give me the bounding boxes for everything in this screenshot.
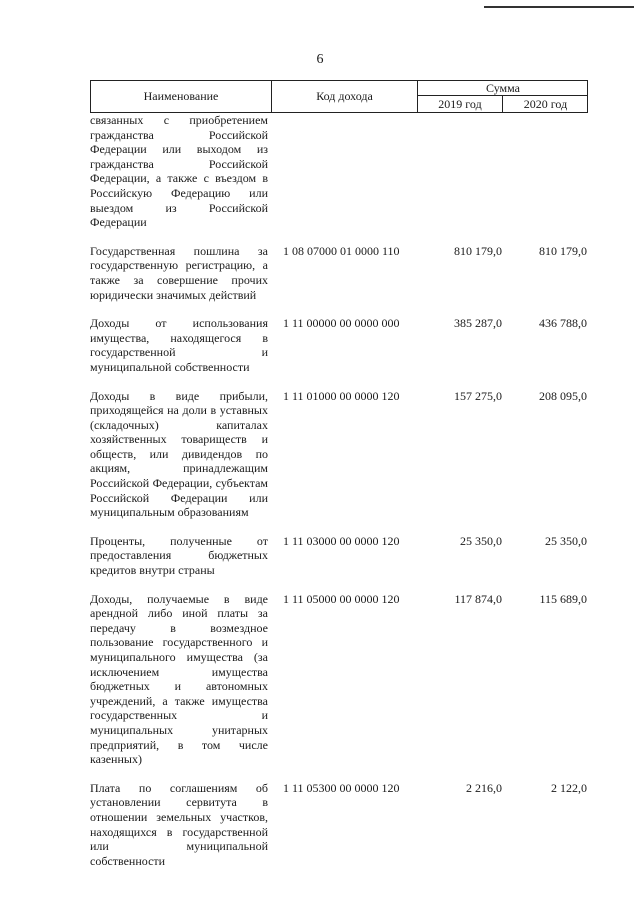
header-name: Наименование [91, 81, 272, 112]
table-row [90, 592, 588, 767]
row-value-2019: 2 216,0 [466, 780, 502, 795]
row-code: 1 11 05000 00 0000 120 [283, 591, 400, 606]
header-sum: Сумма [418, 81, 588, 96]
row-value-2020: 208 095,0 [539, 388, 587, 403]
top-rule [484, 6, 634, 8]
row-value-2019: 25 350,0 [460, 533, 502, 548]
row-code: 1 11 05300 00 0000 120 [283, 780, 400, 795]
row-code: 1 11 01000 00 0000 120 [283, 388, 400, 403]
header-year-2020: 2020 год [523, 97, 568, 111]
row-value-2019: 385 287,0 [454, 316, 502, 331]
row-value-2020: 2 122,0 [551, 780, 587, 795]
row-name: связанных с приобретением гражданства Российской Федерации или выходом из гражданства Российской Федерации, а также с въездом в Российскую Федерацию или выездом из Российской Федерации [90, 113, 268, 230]
row-code: 1 11 00000 00 0000 000 [283, 316, 400, 331]
row-name: Плата по соглашениям об установлении сервитута в отношении земельных участков, находящихся в государственной или муниципальной собственности [90, 780, 268, 868]
table-row [90, 389, 588, 520]
row-code: 1 11 03000 00 0000 120 [283, 533, 400, 548]
row-value-2019: 157 275,0 [454, 388, 502, 403]
table-row [90, 781, 588, 869]
row-value-2020: 436 788,0 [539, 316, 587, 331]
row-name: Государственная пошлина за государственную регистрацию, а также за совершение прочих юридически значимых действий [90, 243, 268, 302]
row-value-2020: 810 179,0 [539, 243, 587, 258]
header-year-2019: 2019 год [418, 96, 503, 112]
table-row [90, 316, 588, 374]
table-body [90, 113, 588, 882]
row-value-2019: 117 874,0 [454, 591, 502, 606]
row-value-2020: 25 350,0 [545, 533, 587, 548]
row-name: Доходы от использования имущества, находящегося в государственной и муниципальной собственности [90, 316, 268, 374]
row-name: Проценты, полученные от предоставления бюджетных кредитов внутри страны [90, 533, 268, 578]
table-row [90, 534, 588, 578]
table-row [90, 244, 588, 302]
row-code: 1 08 07000 01 0000 110 [283, 243, 400, 258]
row-value-2019: 810 179,0 [454, 243, 502, 258]
page-number: 6 [316, 52, 324, 67]
table-header [90, 80, 588, 113]
table-row [90, 113, 588, 230]
row-name: Доходы, получаемые в виде арендной либо иной платы за передачу в возмездное пользование государственного и муниципального имущества (за исключением имущества бюджетных и автономных учреждений, а также имущества государственных и муниципальных унитарных предприятий, в том числе казенных) [90, 591, 268, 767]
row-value-2020: 115 689,0 [539, 591, 587, 606]
header-code: Код дохода [272, 81, 418, 112]
row-name: Доходы в виде прибыли, приходящейся на доли в уставных (складочных) капиталах хозяйственных товариществ и обществ, или дивидендов по акциям, принадлежащим Российской Федерации, субъектам Российской Федерации или муниципальным образованиям [90, 388, 268, 520]
